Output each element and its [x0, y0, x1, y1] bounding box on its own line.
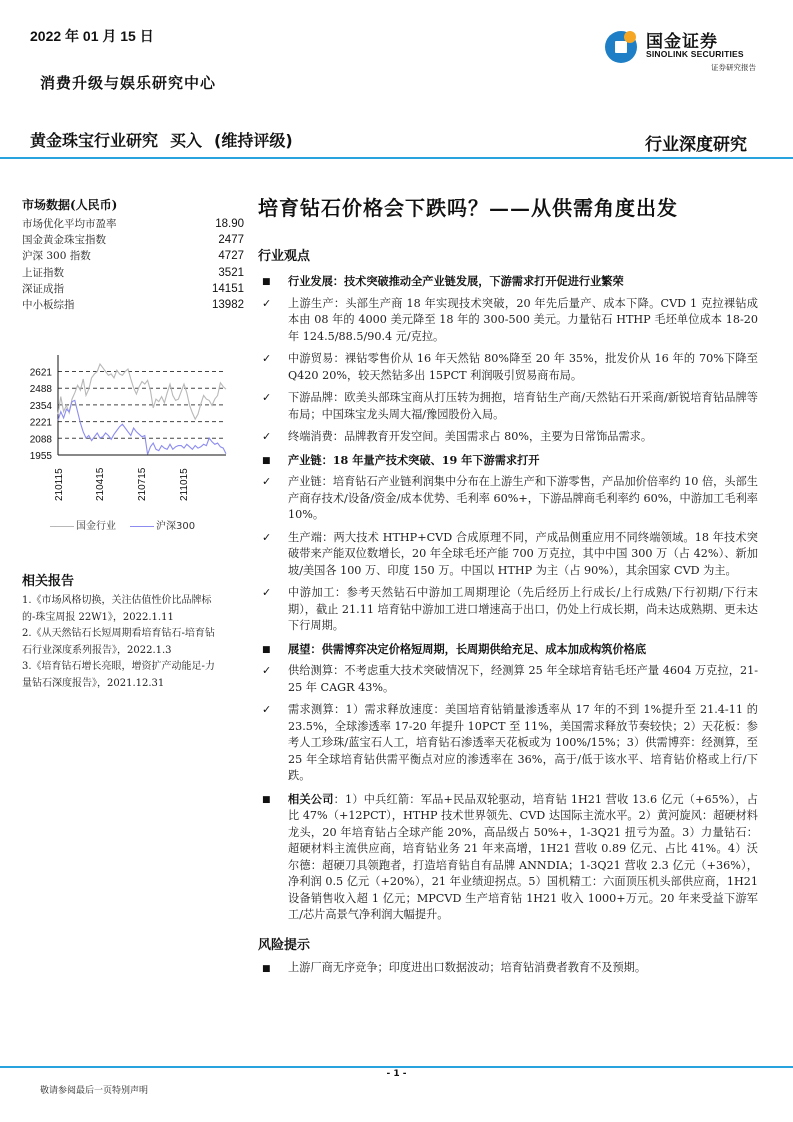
- x-tick-label: 210415: [95, 467, 106, 501]
- check-bullet-item: [258, 474, 758, 524]
- related-report-line: 1.《市场风格切换，关注估值性价比品牌标: [22, 595, 212, 606]
- square-bullet-icon: ■: [262, 963, 271, 974]
- square-bullet-icon: ■: [262, 794, 271, 805]
- research-center-name: 消费升级与娱乐研究中心: [40, 74, 217, 92]
- industry-name: 黄金珠宝行业研究: [30, 131, 159, 150]
- risk-text: 上游厂商无序竞争；印度进出口数据波动；培育钻消费者教育不及预期。: [288, 960, 647, 974]
- y-tick-label: 2621: [29, 367, 52, 379]
- related-report-line: 石行业深度系列报告》，2022.1.3: [22, 644, 172, 656]
- section-bullet-heading: [258, 273, 758, 290]
- x-tick-label: 210715: [137, 467, 148, 501]
- legend-swatch-gray: [50, 526, 74, 527]
- check-bullet-item: [258, 429, 758, 446]
- market-data-label: 市场优化平均市盈率: [22, 218, 117, 230]
- logo-name-en: SINOLINK SECURITIES: [646, 49, 744, 59]
- sinolink-logo: [603, 24, 763, 84]
- sinolink-logo-icon: [603, 26, 643, 66]
- x-tick-label: 210115: [54, 468, 65, 501]
- market-data-value: 13982: [212, 298, 244, 311]
- market-data-label: 上证指数: [22, 266, 64, 279]
- checkmark-icon: ✓: [262, 475, 272, 488]
- y-tick-label: 1955: [29, 451, 52, 462]
- market-data-value: 18.90: [215, 218, 244, 230]
- market-data-value: 14151: [212, 282, 244, 295]
- series-line-0: [58, 364, 226, 419]
- legend-item-hs300: 沪深300: [130, 517, 195, 532]
- rating-note: (维持评级): [214, 131, 293, 150]
- square-bullet-icon: ■: [262, 644, 271, 655]
- check-bullet-item: [258, 390, 758, 423]
- checkmark-icon: ✓: [262, 530, 272, 544]
- market-data-row: [22, 248, 244, 264]
- chart-canvas: [0, 350, 250, 520]
- y-tick-label: 2088: [29, 434, 52, 446]
- x-tick-label: 211015: [179, 468, 190, 501]
- y-tick-label: 2354: [29, 400, 52, 412]
- square-bullet-icon: ■: [262, 277, 271, 287]
- disclaimer-note: 敬请参阅最后一页特别声明: [40, 1086, 149, 1096]
- report-title: 培育钻石价格会下跌吗？——从供需角度出发: [258, 196, 678, 220]
- bullet-lead: 相关公司: [288, 791, 334, 806]
- market-data-title: 市场数据(人民币): [22, 198, 118, 212]
- related-report-line: 量钻石深度报告》，2021.12.31: [22, 677, 165, 689]
- section-bullet-heading: [258, 452, 758, 469]
- bullet-heading-text: 产业链：18 年量产技术突破、19 年下游需求打开: [288, 452, 540, 467]
- series-line-1: [58, 400, 226, 454]
- market-data-value: 2477: [218, 234, 244, 247]
- check-bullet-item: [258, 663, 758, 696]
- bullet-text: 中游加工：参考天然钻石中游加工周期理论（先后经历上行成长/上行成熟/下行初期/下行末期），截止 21.11 培育钻中游加工进口增速高于出口，仍处上行成长期，尚未达成熟期、更未达下行周期。: [288, 586, 758, 632]
- checkmark-icon: ✓: [262, 586, 272, 599]
- market-data-label: 国金黄金珠宝指数: [22, 234, 106, 247]
- y-tick-label: 2488: [29, 384, 52, 396]
- section-heading-risk: 风险提示: [258, 937, 311, 953]
- related-report-item[interactable]: [22, 626, 244, 659]
- section-heading-view: 行业观点: [258, 249, 311, 264]
- bullet-text: 终端消费：品牌教育开发空间。美国需求占 80%，主要为日常饰品需求。: [288, 430, 653, 443]
- related-report-item[interactable]: [22, 593, 244, 626]
- checkmark-icon: ✓: [262, 703, 272, 716]
- market-data-panel: [22, 196, 244, 313]
- checkmark-icon: ✓: [262, 352, 272, 365]
- bullet-text: 生产端：两大技术 HTHP+CVD 合成原理不同，产成品侧重应用不同终端领域。18 年技术突破带来产能双位数增长，20 年全球毛坯产能 700 万克拉，其中中国 300 万（占 42%）、新加坡/美国各 100 万、印度 150 万。中国以 HTHP 为主（占 90%），其余国家 CVD 为主。: [288, 530, 758, 577]
- rating: 买入: [170, 131, 203, 150]
- index-line-chart: [0, 350, 250, 540]
- market-data-value: 4727: [218, 250, 244, 263]
- page-number: - 1 -: [386, 1069, 407, 1079]
- check-bullet-item: [258, 530, 758, 580]
- related-report-item[interactable]: [22, 659, 244, 692]
- logo-name-cn: 国金证券: [646, 32, 718, 52]
- related-report-line: 2.《从天然钻石长短周期看培育钻石-培育钻: [22, 628, 215, 639]
- bullet-text: 供给测算：不考虑重大技术突破情况下，经测算 25 年全球培育钻毛坯产量 4604 万克拉，21-25 年 CAGR 43%。: [288, 664, 758, 694]
- checkmark-icon: ✓: [262, 430, 272, 443]
- check-bullet-item: [258, 296, 758, 346]
- market-data-label: 沪深 300 指数: [22, 250, 91, 263]
- checkmark-icon: ✓: [262, 664, 272, 677]
- bullet-text: 产业链：培育钻石产业链利润集中分布在上游生产和下游零售，产品加价倍率约 10 倍，头部生产商存技术/设备/资金/成本优势、毛利率 60%+，下游品牌商毛利率约 60%，中游加工毛利率 10%。: [288, 475, 758, 521]
- bullet-text: 需求测算：1）需求释放速度：美国培育钻销量渗透率从 17 年的不到 1%提升至 21.4-11 的 23.5%，全球渗透率 17-20 年提升 10PCT 至 11%，美国需求释放节奏较快；2）天花板：参考人工珍珠/蓝宝石人工，培育钻石渗透率天花板或为 100%/15%；3）供需博弈：经测算，至 25 年全球培育钻供需平衡点对应的渗透率在 36%，高于/低于该水平、培育钻价格或上行/下跌。: [288, 703, 758, 782]
- related-reports-panel: [22, 570, 244, 692]
- related-report-line: 的-珠宝周报 22W1》，2022.1.11: [22, 611, 174, 623]
- checkmark-icon: ✓: [262, 391, 272, 404]
- risk-item: [258, 960, 758, 977]
- header-title: [30, 128, 305, 151]
- bullet-text: 下游品牌：欧美头部珠宝商从打压转为拥抱，培育钻生产商/天然钻石开采商/新锐培育钻品牌等布局；中国珠宝龙头周大福/豫园股份入局。: [288, 391, 758, 421]
- legend-item-industry: 国金行业: [50, 517, 116, 532]
- square-bullet-icon: ■: [262, 455, 271, 466]
- bullet-heading-text: 行业发展：技术突破推动全产业链发展，下游需求打开促进行业繁荣: [288, 274, 624, 288]
- bullet-text: 上游生产：头部生产商 18 年实现技术突破，20 年先后量产、成本下降。CVD 1 克拉裸钻成本由 08 年的 4000 美元降至 18 年的 300-500 美元。力量钻石 HTHP 毛坯单位成本 18-20 年 124.5/88.5/90.4 元/克拉。: [288, 296, 758, 343]
- legend-swatch-blue: [130, 526, 154, 527]
- market-data-label: 深证成指: [22, 282, 64, 295]
- y-tick-label: 2221: [29, 417, 52, 429]
- check-bullet-item: [258, 351, 758, 384]
- check-bullet-item: [258, 702, 758, 785]
- market-data-row: [22, 297, 244, 313]
- market-data-row: [22, 281, 244, 297]
- market-data-row: [22, 265, 244, 281]
- market-data-row: [22, 216, 244, 232]
- report-date: 2022 年 01 月 15 日: [30, 28, 154, 44]
- bullet-text: ：1）中兵红箭：军品+民品双轮驱动，培育钻 1H21 营收 13.6 亿元（+65%），占比 47%（+12PCT），HTHP 技术世界领先、CVD 达国际主流水平。2）黄河旋风：超硬材料龙头，20 年培育钻占全球产能 20%，高品级占 50%+，1-3Q21 扭亏为盈。3）力量钻石：超硬材料主流供应商，培育钻业务 21 年来高增，1H21 营收 0.89 亿元、占比 41%。4）沃尔德：超硬刀具领跑者，打造培育钻自有品牌 ANNDIA；1-3Q21 营收 2.3 亿元（+36%），净利润 0.5 亿元（+20%），21 年业绩迎拐点。5）国机精工：六面顶压机头部供应商，1H21 设备销售收入超 1 亿元；MPCVD 生产培育钻 1H21 收入 1000+万元。20 年来受益下游军工/芯片高景气净利润大幅提升。: [288, 792, 758, 921]
- checkmark-icon: ✓: [262, 296, 272, 310]
- section-bullet-heading: [258, 641, 758, 658]
- related-report-line: 3.《培育钻石增长亮眼，增资扩产动能足-力: [22, 661, 215, 672]
- check-bullet-item: [258, 585, 758, 635]
- chart-legend: [50, 517, 195, 532]
- main-content: [258, 245, 758, 976]
- related-companies-item: [258, 791, 758, 924]
- market-data-label: 中小板综指: [22, 298, 75, 311]
- footer-divider: [0, 1066, 793, 1068]
- bullet-text: 中游贸易：裸钻零售价从 16 年天然钻 80%降至 20 年 35%，批发价从 16 年的 70%下降至 Q420 20%，较天然钻多出 15PCT 利润吸引贸易商布局。: [288, 352, 758, 382]
- logo-subtitle: 证券研究报告: [711, 63, 756, 72]
- related-reports-title: 相关报告: [22, 574, 75, 589]
- report-type: 行业深度研究: [645, 135, 747, 155]
- market-data-value: 3521: [218, 266, 244, 279]
- market-data-row: [22, 232, 244, 248]
- bullet-heading-text: 展望：供需博弈决定价格短周期，长周期供给充足、成本加成构筑价格底: [288, 641, 647, 656]
- header-divider: [0, 157, 793, 159]
